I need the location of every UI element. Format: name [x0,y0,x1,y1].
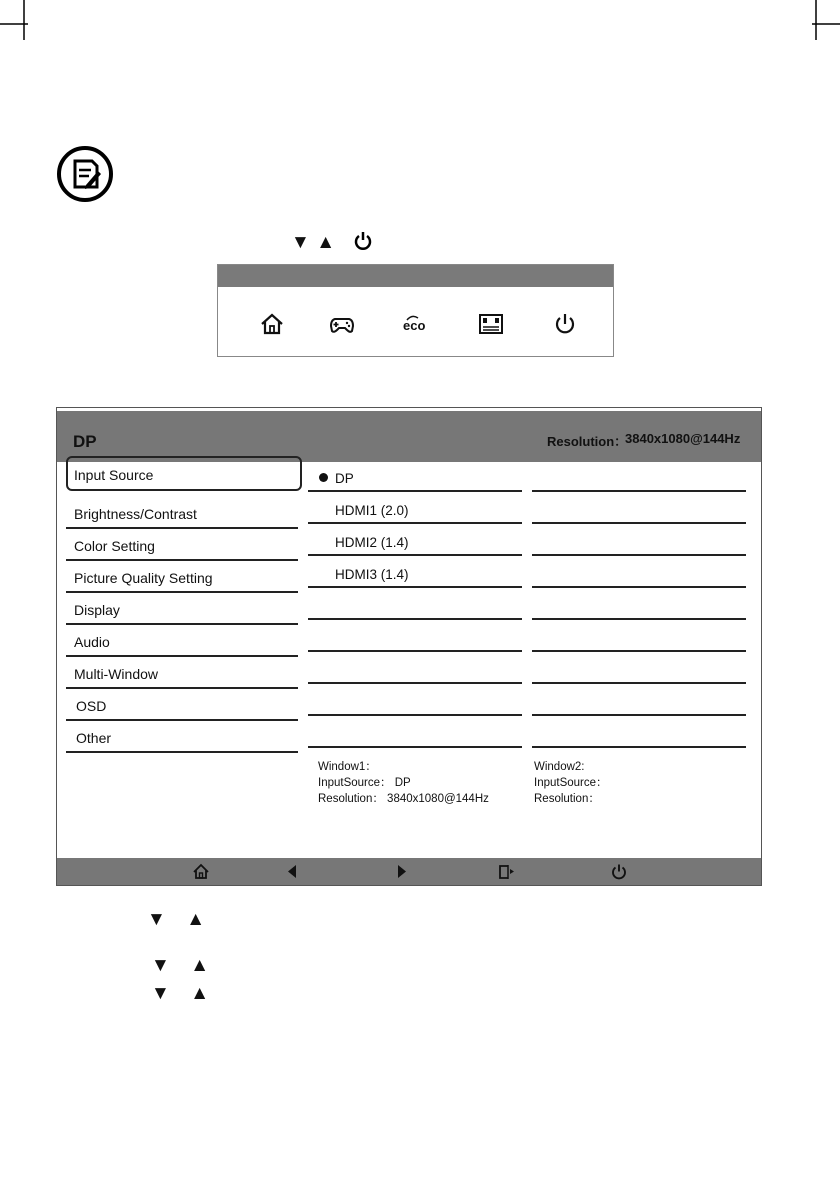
home-icon[interactable] [192,863,210,880]
down-arrow-icon: ▼ [291,232,310,253]
menu-item-audio[interactable] [66,626,298,657]
quick-menu-header [218,265,613,287]
divider [308,618,522,620]
quick-menu-panel [217,264,614,357]
menu-item-picture-quality-setting[interactable] [66,562,298,593]
menu-item-input-source[interactable] [66,456,302,491]
menu-item-label: Color Setting [74,538,155,554]
window1-input-value: DP [394,777,411,789]
divider [532,490,746,492]
divider [532,554,746,556]
header-arrow-keys [291,233,335,253]
right-arrow-icon[interactable] [393,863,411,880]
instruction-arrows-1 [147,910,205,930]
divider [308,522,522,524]
menu-item-label: Other [76,730,112,746]
menu-item-color-setting[interactable] [66,530,298,561]
menu-item-label: Audio [74,634,110,650]
up-arrow-icon: ▲ [190,955,210,976]
eco-icon[interactable] [402,312,432,336]
window1-resolution-label: Resolution： [318,793,384,805]
divider [308,714,522,716]
menu-item-label: Display [74,602,120,618]
option-hdmi2[interactable]: HDMI2 (1.4) [335,535,409,550]
divider [308,682,522,684]
window1-info [318,759,489,807]
window1-input [318,775,489,791]
window2-title: Window2: [534,761,585,773]
up-arrow-icon: ▲ [190,983,210,1004]
source-title: DP [73,432,97,451]
osd-main-menu [56,407,762,886]
window1-resolution-value: 3840x1080@144Hz [387,793,489,805]
crop-mark-top-right [812,0,840,40]
divider [308,586,522,588]
menu-item-label: Multi-Window [74,666,159,682]
svg-text:eco: eco [403,318,426,333]
note-icon [56,145,114,203]
power-icon[interactable] [552,312,578,336]
active-option-dot [319,473,328,482]
divider [532,650,746,652]
picture-mode-icon[interactable] [478,312,504,336]
gamepad-icon[interactable] [329,312,355,336]
instruction-arrows-2 [151,956,209,976]
divider [532,618,746,620]
divider [532,714,746,716]
divider [532,522,746,524]
divider [308,746,522,748]
option-hdmi3[interactable]: HDMI3 (1.4) [335,567,409,582]
power-icon[interactable] [610,863,628,880]
option-dp[interactable]: DP [335,471,354,486]
menu-item-label: Brightness/Contrast [74,506,197,522]
down-arrow-icon: ▼ [147,909,166,930]
window2-resolution-label: Resolution： [534,793,600,805]
down-arrow-icon: ▼ [151,955,170,976]
window1-resolution [318,791,489,807]
menu-item-other[interactable] [66,722,298,753]
menu-item-label: OSD [76,698,107,714]
window2-info [534,759,608,807]
divider [308,554,522,556]
instruction-arrows-3 [151,984,209,1004]
window1-title: Window1： [318,761,377,773]
menu-item-label: Input Source [74,467,154,483]
menu-item-multi-window[interactable] [66,658,298,689]
left-arrow-icon[interactable] [284,863,302,880]
down-arrow-icon: ▼ [151,983,170,1004]
resolution-label: Resolution： [547,434,628,449]
osd-footer [57,858,761,885]
divider [532,682,746,684]
menu-item-brightness-contrast[interactable] [66,498,298,529]
up-arrow-icon: ▲ [316,232,336,253]
home-icon[interactable] [259,312,285,336]
power-icon [354,231,372,250]
divider [308,650,522,652]
option-hdmi1[interactable]: HDMI1 (2.0) [335,503,409,518]
divider [308,490,522,492]
osd-header [57,411,761,462]
divider [532,586,746,588]
resolution-value: 3840x1080@144Hz [625,431,741,446]
menu-item-osd[interactable] [66,690,298,721]
menu-item-label: Picture Quality Setting [74,570,213,586]
exit-icon[interactable] [498,863,516,880]
menu-item-display[interactable] [66,594,298,625]
up-arrow-icon: ▲ [186,909,206,930]
crop-mark-top-left [0,0,28,40]
divider [532,746,746,748]
window2-input-label: InputSource： [534,777,608,789]
window1-input-label: InputSource： [318,777,392,789]
